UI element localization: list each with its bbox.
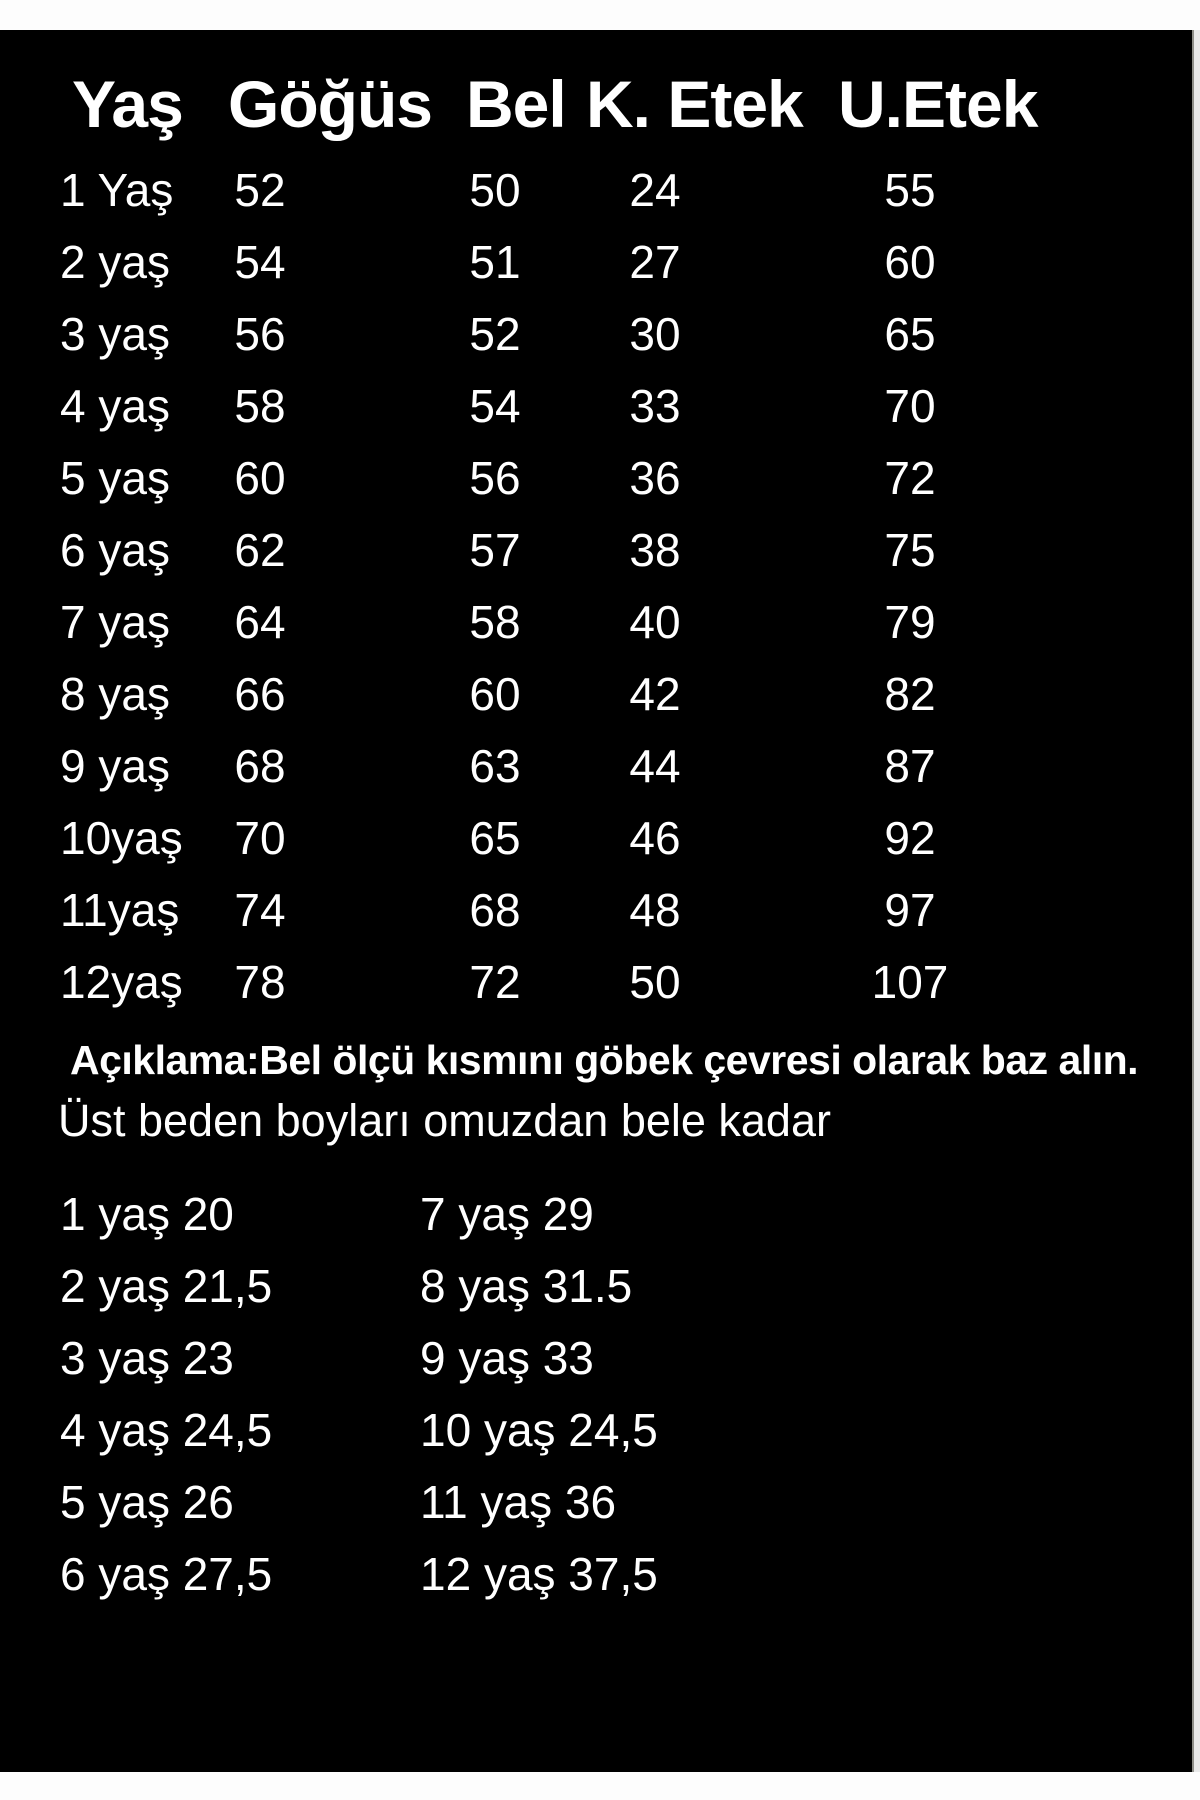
chest-cell: 78	[234, 956, 286, 1008]
header-chest: Göğüs	[228, 67, 432, 141]
long-skirt-cell: 60	[884, 236, 936, 288]
age-cell: 10yaş	[60, 812, 183, 864]
header-age: Yaş	[72, 67, 183, 141]
chest-cell: 60	[234, 452, 286, 504]
long-skirt-cell: 55	[884, 164, 936, 216]
long-skirt-cell: 65	[884, 308, 936, 360]
table-row	[0, 226, 1192, 298]
waist-cell: 60	[469, 668, 521, 720]
chest-cell: 74	[234, 884, 286, 936]
waist-cell: 54	[469, 380, 521, 432]
table-row	[0, 514, 1192, 586]
length-entry: 3 yaş 23	[60, 1332, 234, 1384]
table-row	[0, 874, 1192, 946]
short-skirt-cell: 42	[629, 668, 681, 720]
long-skirt-cell: 92	[884, 812, 936, 864]
list-item	[0, 1394, 1192, 1466]
waist-cell: 65	[469, 812, 521, 864]
waist-cell: 56	[469, 452, 521, 504]
length-entry: 9 yaş 33	[420, 1332, 594, 1384]
chest-cell: 68	[234, 740, 286, 792]
short-skirt-cell: 40	[629, 596, 681, 648]
age-cell: 6 yaş	[60, 524, 170, 576]
right-edge-strip	[1192, 30, 1200, 1772]
age-cell: 11yaş	[60, 884, 180, 936]
length-entry: 4 yaş 24,5	[60, 1404, 273, 1456]
waist-cell: 63	[469, 740, 521, 792]
long-skirt-cell: 79	[884, 596, 936, 648]
list-item	[0, 1250, 1192, 1322]
short-skirt-cell: 30	[629, 308, 681, 360]
table-row	[0, 370, 1192, 442]
short-skirt-cell: 24	[629, 164, 681, 216]
chest-cell: 64	[234, 596, 286, 648]
chest-cell: 56	[234, 308, 286, 360]
long-skirt-cell: 97	[884, 884, 936, 936]
waist-cell: 57	[469, 524, 521, 576]
table-row	[0, 658, 1192, 730]
table-header-row	[0, 54, 1192, 154]
long-skirt-cell: 70	[884, 380, 936, 432]
long-skirt-cell: 107	[871, 956, 949, 1008]
age-cell: 12yaş	[60, 956, 183, 1008]
waist-cell: 52	[469, 308, 521, 360]
chest-cell: 52	[234, 164, 286, 216]
length-entry: 5 yaş 26	[60, 1476, 234, 1528]
short-skirt-cell: 46	[629, 812, 681, 864]
list-item	[0, 1466, 1192, 1538]
list-item	[0, 1322, 1192, 1394]
long-skirt-cell: 72	[884, 452, 936, 504]
length-entry: 6 yaş 27,5	[60, 1548, 273, 1600]
length-entry: 2 yaş 21,5	[60, 1260, 273, 1312]
table-row	[0, 802, 1192, 874]
header-long-skirt: U.Etek	[838, 67, 1038, 141]
short-skirt-cell: 33	[629, 380, 681, 432]
waist-cell: 50	[469, 164, 521, 216]
long-skirt-cell: 82	[884, 668, 936, 720]
waist-cell: 51	[469, 236, 521, 288]
size-table	[0, 154, 1192, 1018]
short-skirt-cell: 48	[629, 884, 681, 936]
upper-body-length-list	[0, 1178, 1192, 1610]
short-skirt-cell: 44	[629, 740, 681, 792]
chest-cell: 62	[234, 524, 286, 576]
table-row	[0, 730, 1192, 802]
table-row	[0, 154, 1192, 226]
chest-cell: 70	[234, 812, 286, 864]
length-entry: 7 yaş 29	[420, 1188, 594, 1240]
age-cell: 8 yaş	[60, 668, 170, 720]
short-skirt-cell: 36	[629, 452, 681, 504]
length-entry: 11 yaş 36	[420, 1476, 617, 1528]
list-item	[0, 1178, 1192, 1250]
age-cell: 9 yaş	[60, 740, 170, 792]
short-skirt-cell: 50	[629, 956, 681, 1008]
note-upper-body-lengths: Üst beden boyları omuzdan bele kadar	[58, 1095, 831, 1146]
age-cell: 5 yaş	[60, 452, 170, 504]
age-cell: 1 Yaş	[60, 164, 174, 216]
waist-cell: 68	[469, 884, 521, 936]
long-skirt-cell: 87	[884, 740, 936, 792]
short-skirt-cell: 38	[629, 524, 681, 576]
age-cell: 4 yaş	[60, 380, 170, 432]
length-entry: 12 yaş 37,5	[420, 1548, 658, 1600]
length-entry: 1 yaş 20	[60, 1188, 234, 1240]
age-cell: 7 yaş	[60, 596, 170, 648]
long-skirt-cell: 75	[884, 524, 936, 576]
chest-cell: 58	[234, 380, 286, 432]
waist-cell: 58	[469, 596, 521, 648]
chest-cell: 66	[234, 668, 286, 720]
table-row	[0, 946, 1192, 1018]
waist-cell: 72	[469, 956, 521, 1008]
list-item	[0, 1538, 1192, 1610]
header-short-skirt: K. Etek	[586, 67, 803, 141]
age-cell: 2 yaş	[60, 236, 170, 288]
table-row	[0, 298, 1192, 370]
header-waist: Bel	[466, 67, 566, 141]
length-entry: 10 yaş 24,5	[420, 1404, 658, 1456]
age-cell: 3 yaş	[60, 308, 170, 360]
length-entry: 8 yaş 31.5	[420, 1260, 633, 1312]
table-row	[0, 442, 1192, 514]
chest-cell: 54	[234, 236, 286, 288]
table-row	[0, 586, 1192, 658]
short-skirt-cell: 27	[629, 236, 681, 288]
note-waist-explanation: Açıklama:Bel ölçü kısmını göbek çevresi olarak baz alın.	[70, 1037, 1139, 1083]
size-chart-board	[0, 30, 1192, 1772]
